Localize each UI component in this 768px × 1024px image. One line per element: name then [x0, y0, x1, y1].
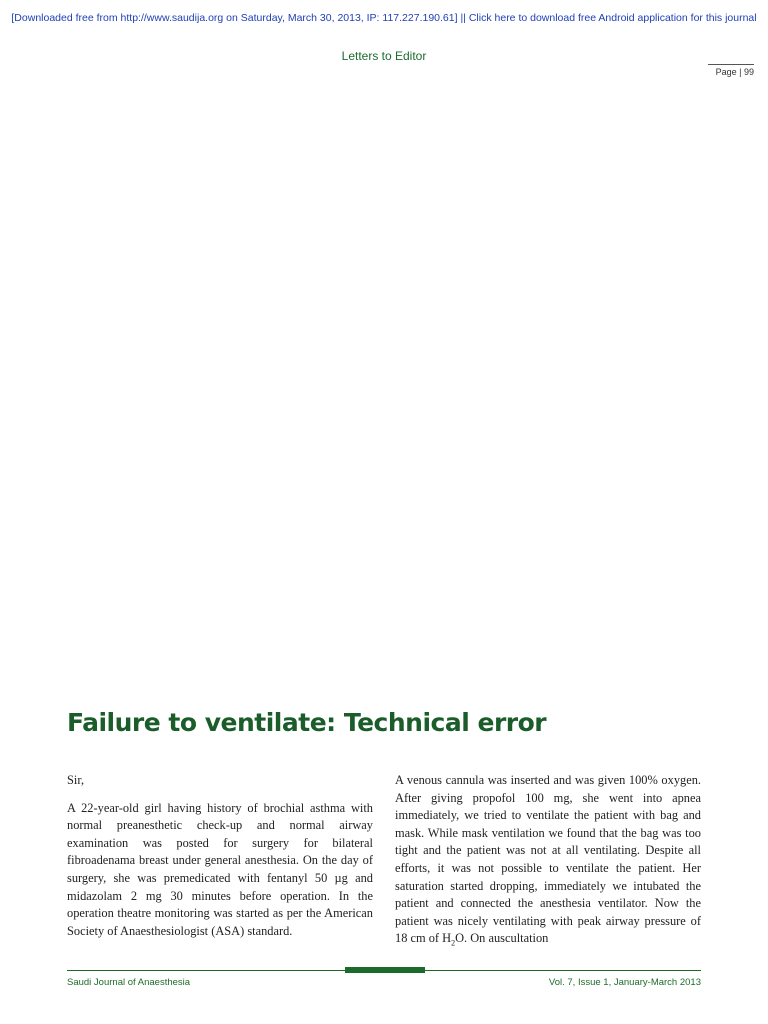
salutation: Sir, — [67, 773, 85, 787]
android-app-link[interactable]: Click here to download free Android application for this journal — [468, 12, 757, 24]
right-paragraph — [395, 772, 701, 952]
footer-accent-bar — [345, 967, 425, 973]
left-column — [67, 772, 373, 950]
page-number: Page | 99 — [708, 64, 754, 77]
footer-issue: Vol. 7, Issue 1, January-March 2013 — [548, 977, 701, 988]
right-column — [395, 772, 701, 962]
download-info-link[interactable]: [Downloaded free from http://www.saudija.org on Saturday, March 30, 2013, IP: 117.227.190.61] — [11, 12, 458, 24]
footer-journal-name: Saudi Journal of Anaesthesia — [67, 977, 191, 988]
right-paragraph-tail: O. On auscultation — [455, 931, 549, 946]
download-banner — [0, 12, 768, 24]
article-title: Failure to ventilate: Technical error — [67, 708, 547, 737]
right-paragraph-main: A venous cannula was inserted and was given 100% oxygen. After giving propofol 100 mg, she went into apnea immediately, we tried to ventilate the patient with bag and mask. While mask ventilation we found that the bag was too tight and the patient was not at all ventilating. Despite all efforts, it was not possible to ventilate the patient. Her saturation started dropping, immediately we intubated the patient and connected the anesthesia ventilator. Now the patient was nicely ventilating with peak airway pressure of 18 cm of H — [395, 773, 701, 946]
left-paragraph: A 22-year-old girl having history of brochial asthma with normal preanesthetic check-up and normal airway examination was posted for surgery for bilateral fibroadenama breast under general anesthesia. On the day of surgery, she was premedicated with fentanyl 50 µg and midazolam 2 mg 30 minutes before operation. In the operation theatre monitoring was started as per the American Society of Anaesthesiologist (ASA) standard. — [67, 800, 373, 938]
section-title: Letters to Editor — [341, 49, 427, 63]
subscript-2: 2 — [451, 938, 456, 948]
banner-separator: || — [460, 12, 466, 24]
